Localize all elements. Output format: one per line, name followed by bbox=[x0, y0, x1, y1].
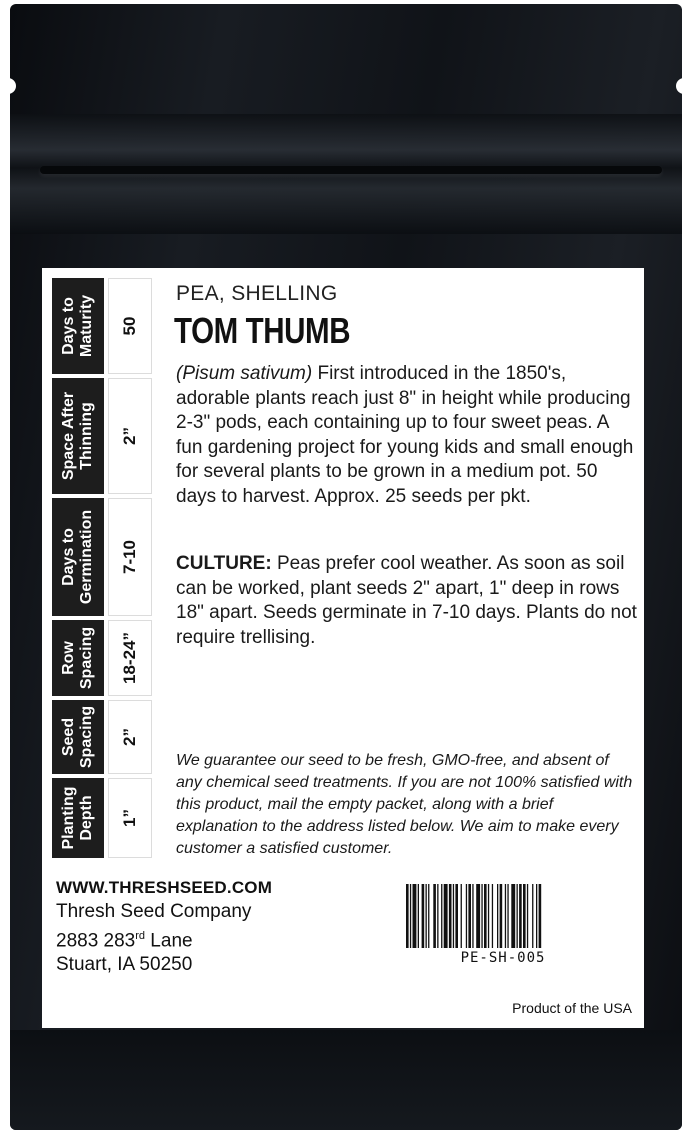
stat-days-to-maturity bbox=[52, 278, 152, 374]
barcode-bar bbox=[497, 884, 498, 948]
product-description bbox=[176, 362, 638, 509]
stat-label-line: Seed bbox=[60, 717, 77, 757]
barcode-bar bbox=[444, 884, 448, 948]
company-info bbox=[56, 876, 272, 977]
barcode-bar bbox=[492, 884, 493, 948]
stat-label-line: Days to bbox=[60, 297, 77, 355]
barcode-bar bbox=[433, 884, 436, 948]
barcode-bar bbox=[484, 884, 487, 948]
stat-label-line: Thinning bbox=[78, 402, 95, 470]
description-text: First introduced in the 1850's, adorable plants reach just 8" in height while producing 2-3" pods, each containing up to four sweet peas. A fun gardening project for young kids and small enough for several plants to be grown in a medium pot. 50 days to harvest. Approx. 25 seeds per pkt. bbox=[176, 363, 634, 507]
barcode-bar bbox=[507, 884, 508, 948]
stat-label-line: Days to bbox=[60, 528, 77, 586]
barcode-bar bbox=[428, 884, 429, 948]
barcode-bar bbox=[441, 884, 442, 948]
stat-seed-spacing bbox=[52, 700, 152, 774]
latin-name: (Pisum sativum) bbox=[176, 363, 313, 384]
barcode-bar bbox=[500, 884, 503, 948]
barcode-number: PE-SH-005 bbox=[460, 950, 546, 966]
company-city: Stuart, IA 50250 bbox=[56, 954, 193, 976]
barcode-bar bbox=[488, 884, 489, 948]
culture-text: Peas prefer cool weather. As soon as soil can be worked, plant seeds 2" apart, 1" deep in rows 18" apart. Seeds germinate in 7-10 days. Plants do not require trellising. bbox=[176, 553, 637, 648]
stat-value: 18-24” bbox=[120, 632, 139, 684]
barcode-bar bbox=[410, 884, 411, 948]
stat-label-line: Space After bbox=[60, 391, 77, 481]
barcode-bar bbox=[523, 884, 526, 948]
barcode-bar bbox=[418, 884, 419, 948]
stat-value: 1” bbox=[120, 809, 139, 827]
packet-label bbox=[42, 268, 644, 1028]
barcode-bar bbox=[505, 884, 506, 948]
barcode-bar bbox=[481, 884, 482, 948]
barcode-bar bbox=[426, 884, 427, 948]
address-suffix: rd bbox=[135, 930, 146, 942]
barcode-bar bbox=[468, 884, 471, 948]
company-address bbox=[56, 924, 272, 953]
packet-bottom-seal bbox=[10, 1030, 682, 1130]
barcode bbox=[404, 884, 602, 948]
stat-value: 2” bbox=[120, 728, 139, 746]
stat-value: 7-10 bbox=[120, 539, 139, 575]
stat-label-line: Spacing bbox=[78, 705, 95, 769]
barcode-bar bbox=[413, 884, 417, 948]
barcode-bar bbox=[466, 884, 467, 948]
stat-label-line: Maturity bbox=[78, 294, 95, 358]
stat-value: 50 bbox=[120, 316, 139, 336]
company-name: Thresh Seed Company bbox=[56, 901, 252, 922]
barcode-bar bbox=[453, 884, 454, 948]
culture-label: CULTURE: bbox=[176, 553, 272, 574]
barcode-bar bbox=[519, 884, 522, 948]
product-origin: Product of the USA bbox=[512, 1000, 632, 1016]
barcode-bar bbox=[527, 884, 528, 948]
culture-section bbox=[176, 552, 638, 650]
barcode-bar bbox=[449, 884, 452, 948]
barcode-bar bbox=[472, 884, 473, 948]
barcode-bar bbox=[406, 884, 409, 948]
barcode-bar bbox=[461, 884, 462, 948]
stat-label-line: Planting bbox=[60, 786, 77, 850]
guarantee-text: We guarantee our seed to be fresh, GMO-free, and absent of any chemical seed treatments. If you are not 100% satisfied with this product, mail the empty packet, along with a brief explanation to the address listed below. We aim to make every customer a satisfied customer. bbox=[176, 752, 633, 857]
barcode-bar bbox=[539, 884, 542, 948]
stat-label-line: Spacing bbox=[78, 626, 95, 690]
growing-stats-column bbox=[52, 278, 152, 862]
barcode-bar bbox=[455, 884, 458, 948]
stat-row-spacing bbox=[52, 620, 152, 696]
barcode-bar bbox=[536, 884, 537, 948]
stat-label-line: Depth bbox=[78, 795, 95, 841]
address-street: Lane bbox=[145, 930, 193, 952]
product-name: TOM THUMB bbox=[174, 310, 351, 351]
barcode-bar bbox=[532, 884, 533, 948]
address-number: 2883 283 bbox=[56, 930, 136, 952]
stat-label-line: Row bbox=[60, 641, 77, 675]
stat-label-line: Germination bbox=[78, 509, 95, 605]
stat-planting-depth bbox=[52, 778, 152, 858]
product-category: PEA, SHELLING bbox=[176, 282, 338, 305]
barcode-bar bbox=[517, 884, 518, 948]
barcode-bar bbox=[437, 884, 438, 948]
company-website: WWW.THRESHSEED.COM bbox=[56, 878, 273, 897]
stat-space-after-thinning bbox=[52, 378, 152, 494]
barcode-bar bbox=[476, 884, 480, 948]
barcode-bar bbox=[511, 884, 515, 948]
stat-days-to-germination bbox=[52, 498, 152, 616]
stat-value: 2” bbox=[120, 427, 139, 445]
barcode-bar bbox=[422, 884, 425, 948]
packet-zipper-band bbox=[10, 114, 682, 234]
tear-notch-right bbox=[676, 78, 688, 94]
packet-zipper-track bbox=[40, 166, 662, 174]
